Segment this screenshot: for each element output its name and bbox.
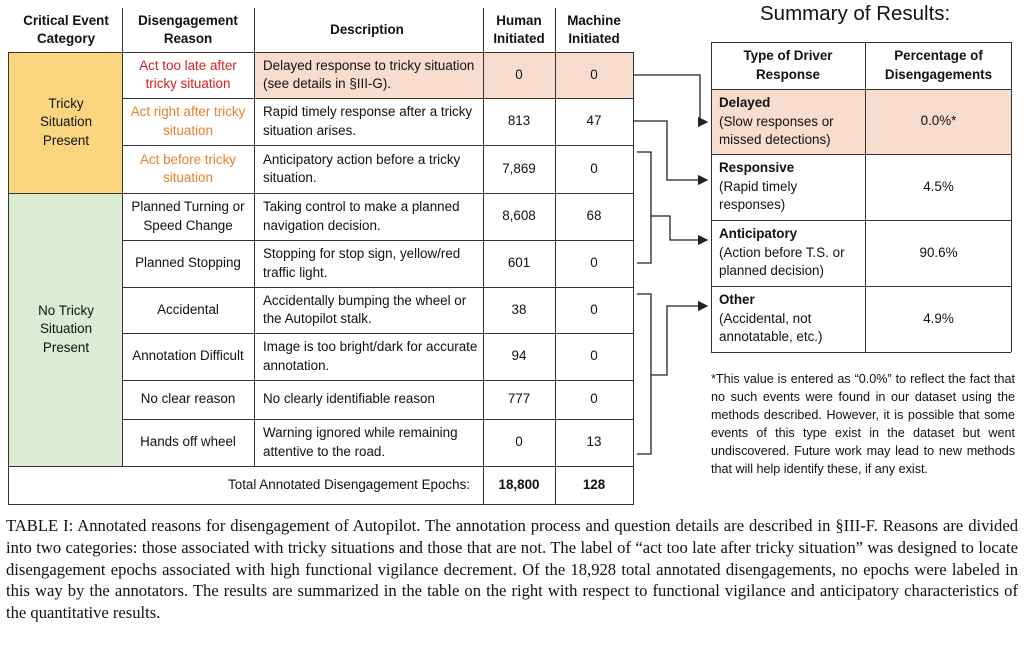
header-category: Critical Event Category — [23, 12, 109, 46]
summary-type: Anticipatory — [719, 226, 798, 241]
row-human-count: 94 — [511, 348, 527, 364]
total-label: Total Annotated Disengagement Epochs: — [228, 476, 470, 492]
row-machine-count: 0 — [590, 391, 598, 407]
row-description: Anticipatory action before a tricky situation. — [263, 151, 461, 185]
summary-title: Summary of Results: — [760, 2, 951, 25]
summary-type-cell — [719, 225, 863, 281]
row-machine-count: 0 — [590, 301, 598, 317]
summary-type-cell — [719, 159, 863, 215]
row-description: No clearly identifiable reason — [263, 391, 435, 407]
summary-type-cell — [719, 291, 863, 347]
row-machine-count: 0 — [590, 66, 598, 82]
row-description: Accidentally bumping the wheel or the Autopilot stalk. — [263, 292, 467, 326]
row-human-count: 601 — [507, 255, 531, 271]
summary-type: Other — [719, 292, 755, 307]
summary-percentage: 90.6% — [919, 244, 958, 260]
header-machine: Machine Initiated — [567, 12, 621, 46]
row-human-count: 7,869 — [502, 160, 536, 176]
row-description: Taking control to make a planned navigation decision. — [263, 199, 460, 233]
row-human-count: 777 — [507, 391, 531, 407]
row-human-count: 813 — [507, 113, 531, 129]
row-reason: Hands off wheel — [140, 434, 236, 450]
row-machine-count: 68 — [586, 208, 602, 224]
row-reason: Planned Stopping — [135, 255, 241, 271]
summary-footnote: *This value is entered as “0.0%” to reflect the fact that no such events were found in our dataset using the methods described. However, it is possible that some events of this type exist in the dataset but went undiscovered. Future work may lead to new methods that will help identify these, if any exist. — [711, 372, 1015, 476]
total-human: 18,800 — [498, 476, 540, 492]
row-machine-count: 47 — [586, 113, 602, 129]
row-reason: Accidental — [157, 301, 219, 317]
row-description: Stopping for stop sign, yellow/red traffic light. — [263, 246, 461, 280]
summary-type: Delayed — [719, 95, 771, 110]
row-reason: Annotation Difficult — [132, 348, 244, 364]
row-reason: Act right after tricky situation — [130, 104, 246, 138]
category-no-tricky: No Tricky Situation Present — [38, 302, 94, 355]
summary-percentage: 4.9% — [923, 310, 954, 326]
total-machine: 128 — [582, 476, 606, 492]
row-description: Delayed response to tricky situation (see details in §III-G). — [263, 57, 475, 91]
table-caption: TABLE I: Annotated reasons for disengagement of Autopilot. The annotation process and question details are described in §III-F. Reasons are divided into two categories: those associated with tricky situations and those that are not. The label of “act too late after tricky situation” was designed to locate disengagement epochs associated with high functional vigilance decrement. Of the 18,928 total annotated disengagements, no epochs were labeled in this way by the annotators. The results are summarized in the table on the right with respect to functional vigilance and anticipatory characteristics of the quantitative results. — [6, 516, 1018, 623]
row-machine-count: 0 — [590, 255, 598, 271]
row-machine-count: 0 — [590, 160, 598, 176]
row-human-count: 38 — [511, 301, 527, 317]
summary-percentage: 4.5% — [923, 178, 954, 194]
header-reason: Disengagement Reason — [138, 12, 238, 46]
row-machine-count: 13 — [586, 434, 602, 450]
summary-type-detail: (Accidental, not annotatable, etc.) — [719, 310, 823, 344]
summary-type-detail: (Action before T.S. or planned decision) — [719, 244, 845, 278]
summary-type-detail: (Slow responses or missed detections) — [719, 113, 834, 147]
header-human: Human Initiated — [493, 12, 545, 46]
row-reason: Act too late after tricky situation — [139, 57, 237, 91]
row-description: Image is too bright/dark for accurate annotation. — [263, 339, 478, 373]
category-tricky: Tricky Situation Present — [39, 95, 93, 148]
row-human-count: 0 — [515, 434, 523, 450]
summary-type: Responsive — [719, 160, 795, 175]
summary-header-type: Type of Driver Response — [743, 48, 833, 82]
row-reason: Act before tricky situation — [140, 151, 236, 185]
summary-header-percentage: Percentage of Disengagements — [884, 48, 993, 82]
summary-type-cell — [719, 94, 863, 150]
summary-percentage: 0.0%* — [920, 113, 957, 129]
row-human-count: 0 — [515, 66, 523, 82]
row-description: Rapid timely response after a tricky situation arises. — [263, 104, 473, 138]
summary-type-detail: (Rapid timely responses) — [719, 178, 798, 212]
row-human-count: 8,608 — [502, 208, 536, 224]
row-machine-count: 0 — [590, 348, 598, 364]
row-reason: Planned Turning or Speed Change — [131, 199, 245, 233]
row-description: Warning ignored while remaining attentive to the road. — [263, 425, 458, 459]
header-description: Description — [330, 21, 404, 37]
row-reason: No clear reason — [140, 391, 236, 407]
